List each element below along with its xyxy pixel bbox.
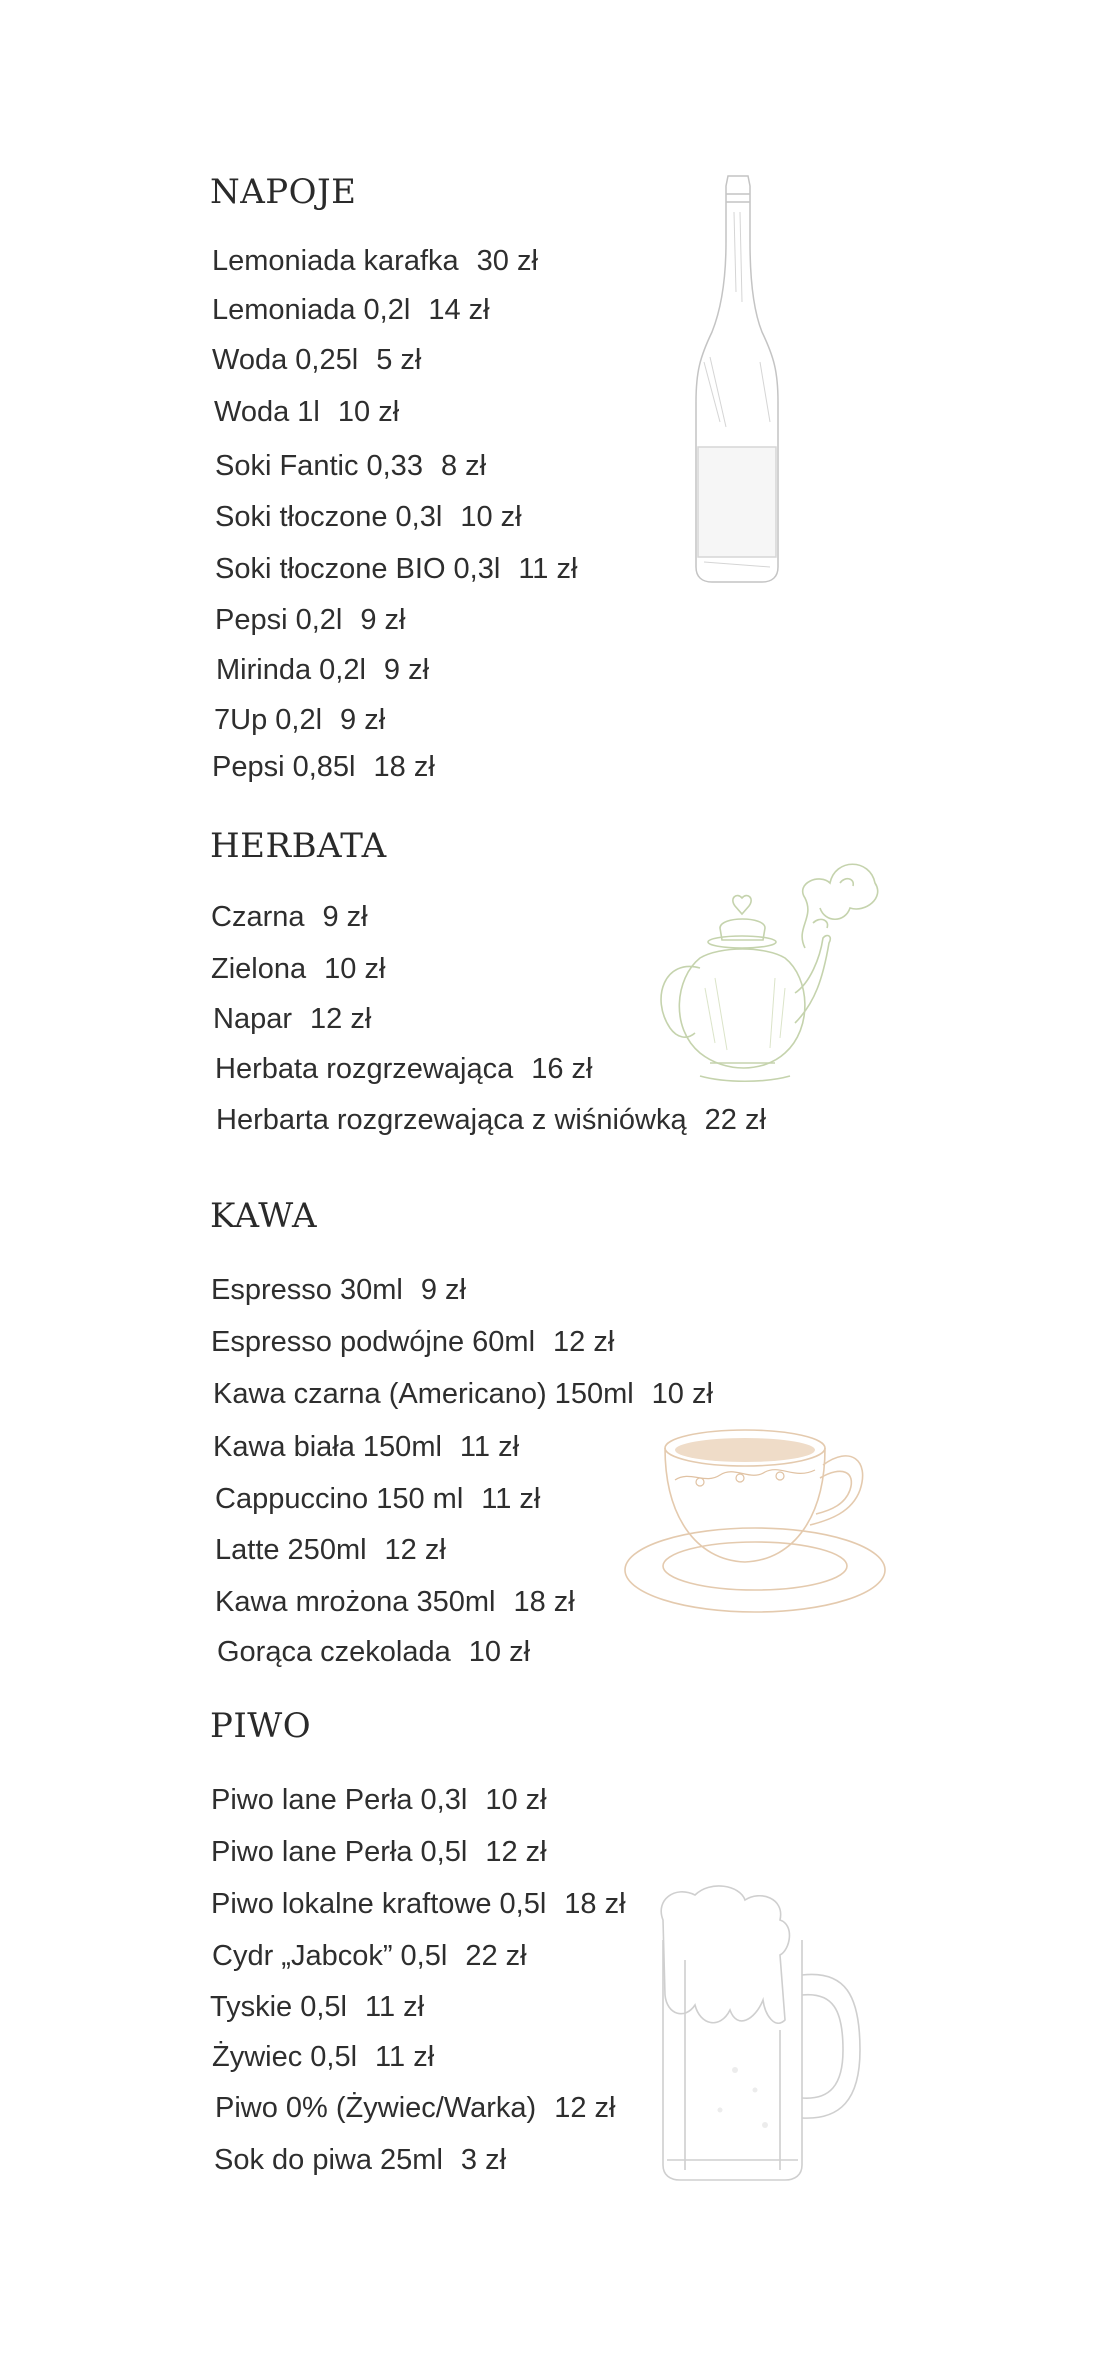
- coffee-cup-icon: [620, 1420, 890, 1625]
- item-name: Lemoniada 0,2l: [212, 294, 411, 326]
- item-name: Czarna: [211, 901, 305, 933]
- menu-item: [217, 1638, 530, 1667]
- menu-item: [214, 2146, 506, 2175]
- item-price: 10 zł: [651, 1378, 713, 1410]
- item-price: 11 zł: [481, 1483, 541, 1515]
- item-price: 9 zł: [340, 704, 386, 736]
- item-name: Herbata rozgrzewająca: [215, 1053, 514, 1085]
- item-price: 18 zł: [513, 1586, 575, 1618]
- item-price: 11 zł: [459, 1431, 520, 1463]
- item-price: 9 zł: [360, 604, 406, 636]
- menu-item: [215, 1536, 446, 1565]
- section-title: HERBATA: [210, 826, 387, 866]
- item-price: 12 zł: [554, 2092, 616, 2124]
- menu-item: [213, 1380, 713, 1409]
- item-price: 14 zł: [428, 294, 490, 326]
- item-name: Pepsi 0,85l: [212, 751, 356, 783]
- item-price: 9 zł: [322, 901, 368, 933]
- section-title: NAPOJE: [210, 172, 357, 212]
- beer-mug-icon: [645, 1880, 875, 2185]
- item-name: Piwo lokalne kraftowe 0,5l: [211, 1888, 547, 1920]
- menu-item: [215, 1588, 575, 1617]
- item-name: Piwo lane Perła 0,3l: [211, 1784, 468, 1816]
- menu-item: [215, 555, 577, 584]
- item-price: 12 zł: [553, 1326, 615, 1358]
- item-price: 12 zł: [485, 1836, 547, 1868]
- item-name: Zielona: [211, 953, 307, 985]
- item-price: 11 zł: [518, 553, 578, 585]
- item-name: Piwo 0% (Żywiec/Warka): [215, 2092, 537, 2124]
- item-price: 10 zł: [468, 1636, 531, 1668]
- item-name: Cydr „Jabcok” 0,5l: [212, 1940, 448, 1972]
- item-name: Żywiec 0,5l: [212, 2041, 358, 2073]
- item-name: Soki Fantic 0,33: [215, 450, 423, 482]
- item-name: Mirinda 0,2l: [216, 654, 366, 686]
- item-name: Kawa mrożona 350ml: [215, 1586, 496, 1618]
- menu-item: [212, 296, 490, 325]
- item-name: Cappuccino 150 ml: [215, 1483, 464, 1515]
- item-price: 18 zł: [564, 1888, 626, 1920]
- item-name: Gorąca czekolada: [217, 1636, 451, 1668]
- item-price: 5 zł: [376, 344, 422, 376]
- item-price: 10 zł: [337, 396, 400, 428]
- item-name: 7Up 0,2l: [214, 704, 323, 736]
- menu-item: [211, 1890, 626, 1919]
- menu-item: [211, 1328, 614, 1357]
- item-price: 10 zł: [324, 953, 386, 985]
- menu-item: [213, 1433, 519, 1462]
- item-name: Woda 1l: [214, 396, 320, 428]
- menu-item: [212, 247, 538, 276]
- item-name: Herbarta rozgrzewająca z wiśniówką: [216, 1104, 687, 1136]
- menu-item: [212, 753, 435, 782]
- item-price: 12 zł: [384, 1534, 446, 1566]
- item-name: Kawa czarna (Americano) 150ml: [213, 1378, 634, 1410]
- item-name: Tyskie 0,5l: [210, 1991, 347, 2023]
- menu-item: [212, 346, 421, 375]
- menu-item: [215, 2094, 615, 2123]
- menu-item: [211, 1786, 547, 1815]
- menu-item: [216, 1106, 766, 1135]
- item-price: 8 zł: [440, 450, 487, 482]
- item-price: 11 zł: [375, 2041, 435, 2073]
- section-title: KAWA: [210, 1196, 318, 1236]
- menu-item: [212, 2043, 434, 2072]
- item-name: Sok do piwa 25ml: [214, 2144, 443, 2176]
- item-price: 12 zł: [310, 1003, 372, 1035]
- item-name: Latte 250ml: [215, 1534, 367, 1566]
- menu-item: [211, 903, 368, 932]
- item-price: 9 zł: [383, 654, 430, 686]
- menu-item: [215, 452, 486, 481]
- menu-item: [212, 1942, 527, 1971]
- menu-item: [215, 1485, 540, 1514]
- menu-item: [211, 1838, 547, 1867]
- menu-item: [214, 398, 399, 427]
- item-price: 9 zł: [420, 1274, 466, 1306]
- item-name: Espresso 30ml: [211, 1274, 403, 1306]
- item-name: Pepsi 0,2l: [215, 604, 343, 636]
- menu-item: [215, 606, 406, 635]
- menu-item: [216, 656, 429, 685]
- item-name: Napar: [213, 1003, 292, 1035]
- menu-item: [210, 1993, 424, 2022]
- item-name: Lemoniada karafka: [212, 245, 459, 277]
- menu-item: [213, 1005, 371, 1034]
- item-name: Soki tłoczone BIO 0,3l: [215, 553, 501, 585]
- menu-item: [215, 503, 522, 532]
- item-name: Woda 0,25l: [212, 344, 359, 376]
- section-title: PIWO: [210, 1706, 312, 1746]
- item-price: 11 zł: [365, 1991, 425, 2023]
- item-name: Piwo lane Perła 0,5l: [211, 1836, 468, 1868]
- item-price: 10 zł: [485, 1784, 547, 1816]
- item-price: 22 zł: [704, 1104, 766, 1136]
- item-price: 18 zł: [373, 751, 435, 783]
- item-name: Soki tłoczone 0,3l: [215, 501, 443, 533]
- item-name: Espresso podwójne 60ml: [211, 1326, 536, 1358]
- item-price: 3 zł: [460, 2144, 507, 2176]
- menu-item: [214, 706, 385, 735]
- menu-item: [215, 1055, 592, 1084]
- menu-item: [211, 955, 385, 984]
- item-price: 16 zł: [531, 1053, 593, 1085]
- menu-item: [211, 1276, 466, 1305]
- item-price: 30 zł: [476, 245, 538, 277]
- item-name: Kawa biała 150ml: [213, 1431, 442, 1463]
- item-price: 22 zł: [465, 1940, 527, 1972]
- teapot-icon: [645, 828, 880, 1093]
- bottle-icon: [690, 172, 786, 587]
- item-price: 10 zł: [460, 501, 522, 533]
